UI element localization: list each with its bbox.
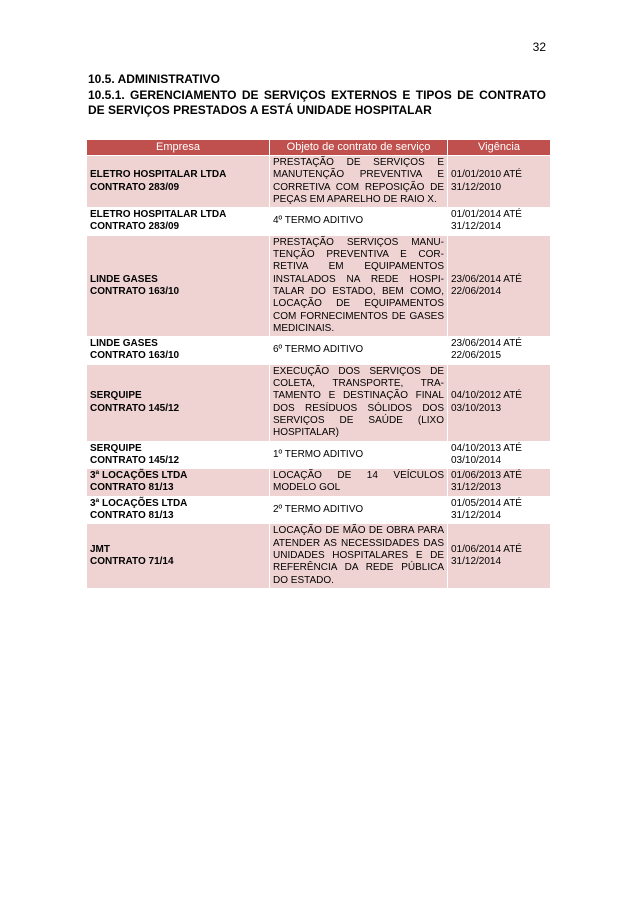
contract-number: CONTRATO 283/09 <box>90 221 180 233</box>
vigencia-start: 01/06/2013 ATÉ <box>451 470 522 482</box>
vigencia-start: 01/06/2014 ATÉ <box>451 543 522 555</box>
cell-objeto: LOCAÇÃO DE 14 VEÍCULOS MODELO GOL <box>270 469 448 497</box>
cell-objeto: 4º TERMO ADITIVO <box>270 208 448 236</box>
cell-empresa <box>87 208 270 236</box>
contract-number: CONTRATO 163/10 <box>90 350 180 362</box>
table-row <box>87 364 551 441</box>
cell-objeto: 2º TERMO ADITIVO <box>270 496 448 524</box>
company-name: LINDE GASES <box>90 273 158 285</box>
section-heading: 10.5. ADMINISTRATIVO <box>88 72 221 86</box>
vigencia-end: 31/12/2014 <box>451 510 502 522</box>
contract-number: CONTRATO 283/09 <box>90 181 180 193</box>
vigencia-start: 23/06/2014 ATÉ <box>451 273 522 285</box>
company-name: 3ª LOCAÇÕES LTDA <box>90 470 188 482</box>
vigencia-end: 31/12/2014 <box>451 556 502 568</box>
vigencia-start: 23/06/2014 ATÉ <box>451 338 522 350</box>
subsection-heading: 10.5.1. GERENCIAMENTO DE SERVIÇOS EXTERNOS E TIPOS DE CONTRATO DE SERVIÇOS PRESTADOS A ESTÁ UNIDADE HOSPITALAR <box>88 88 546 117</box>
cell-empresa <box>87 364 270 441</box>
vigencia-end: 31/12/2014 <box>451 221 502 233</box>
table-row <box>87 156 551 208</box>
company-name: ELETRO HOSPITALAR LTDA <box>90 169 227 181</box>
cell-vigencia <box>448 156 551 208</box>
table-row <box>87 235 551 336</box>
vigencia-start: 04/10/2013 ATÉ <box>451 442 522 454</box>
table-row <box>87 208 551 236</box>
cell-empresa <box>87 235 270 336</box>
vigencia-end: 22/06/2014 <box>451 285 502 297</box>
vigencia-start: 01/01/2014 ATÉ <box>451 209 522 221</box>
company-name: ELETRO HOSPITALAR LTDA <box>90 209 227 221</box>
cell-objeto: PRESTAÇÃO DE SERVIÇOS E MANUTENÇÃO PREVENTIVA E CORRETIVA COM REPOSIÇÃO DE PEÇAS EM APARELHO DE RAIO X. <box>270 156 448 208</box>
cell-empresa <box>87 337 270 365</box>
table-row <box>87 337 551 365</box>
contract-number: CONTRATO 145/12 <box>90 454 180 466</box>
table-row <box>87 469 551 497</box>
cell-vigencia <box>448 364 551 441</box>
page-number: 32 <box>532 40 546 54</box>
contracts-table <box>86 139 551 589</box>
cell-vigencia <box>448 208 551 236</box>
company-name: SERQUIPE <box>90 442 142 454</box>
table-header-row <box>87 140 551 156</box>
vigencia-start: 01/01/2010 ATÉ <box>451 169 522 181</box>
cell-vigencia <box>448 441 551 469</box>
cell-vigencia <box>448 235 551 336</box>
vigencia-end: 03/10/2014 <box>451 454 502 466</box>
company-name: 3ª LOCAÇÕES LTDA <box>90 497 188 509</box>
cell-empresa <box>87 156 270 208</box>
contract-number: CONTRATO 145/12 <box>90 402 180 414</box>
table-row <box>87 524 551 588</box>
vigencia-start: 04/10/2012 ATÉ <box>451 390 522 402</box>
vigencia-end: 03/10/2013 <box>451 402 502 414</box>
header-vigencia: Vigência <box>448 140 551 156</box>
cell-vigencia <box>448 524 551 588</box>
vigencia-end: 22/06/2015 <box>451 350 502 362</box>
cell-empresa <box>87 496 270 524</box>
contract-number: CONTRATO 163/10 <box>90 285 180 297</box>
company-name: SERQUIPE <box>90 390 142 402</box>
contracts-table-container <box>86 139 550 589</box>
cell-vigencia <box>448 337 551 365</box>
vigencia-end: 31/12/2010 <box>451 181 502 193</box>
cell-objeto: PRESTAÇÃO SERVIÇOS MANUTENÇÃO PREVENTIVA E CORRETIVA EM EQUIPAMENTOS INSTALADOS NA REDE HOSPITALAR DO ESTADO, BEM COMO, LOCAÇÃO DE EQUIPAMENTOS COM FORNECIMENTOS DE GASES MEDICINAIS. <box>270 235 448 336</box>
cell-empresa <box>87 441 270 469</box>
cell-empresa <box>87 469 270 497</box>
company-name: JMT <box>90 543 110 555</box>
cell-empresa <box>87 524 270 588</box>
header-objeto: Objeto de contrato de serviço <box>270 140 448 156</box>
table-row <box>87 496 551 524</box>
cell-vigencia <box>448 469 551 497</box>
contract-number: CONTRATO 81/13 <box>90 510 174 522</box>
header-empresa: Empresa <box>87 140 270 156</box>
company-name: LINDE GASES <box>90 338 158 350</box>
cell-objeto: LOCAÇÃO DE MÃO DE OBRA PARA ATENDER AS NECESSIDADES DAS UNIDADES HOSPITALARES E DE REFERÊNCIA DA REDE PÚBLICA DO ESTADO. <box>270 524 448 588</box>
contract-number: CONTRATO 81/13 <box>90 482 174 494</box>
cell-objeto: 6º TERMO ADITIVO <box>270 337 448 365</box>
table-body <box>87 156 551 589</box>
contract-number: CONTRATO 71/14 <box>90 556 174 568</box>
cell-objeto: EXECUÇÃO DOS SERVIÇOS DE COLETA, TRANSPORTE, TRATAMENTO E DESTINAÇÃO FINAL DOS RESÍDUOS SÓLIDOS DOS SERVIÇOS DE SAÚDE (LIXO HOSPITALAR) <box>270 364 448 441</box>
table-row <box>87 441 551 469</box>
vigencia-start: 01/05/2014 ATÉ <box>451 497 522 509</box>
cell-objeto: 1º TERMO ADITIVO <box>270 441 448 469</box>
vigencia-end: 31/12/2013 <box>451 482 502 494</box>
cell-vigencia <box>448 496 551 524</box>
